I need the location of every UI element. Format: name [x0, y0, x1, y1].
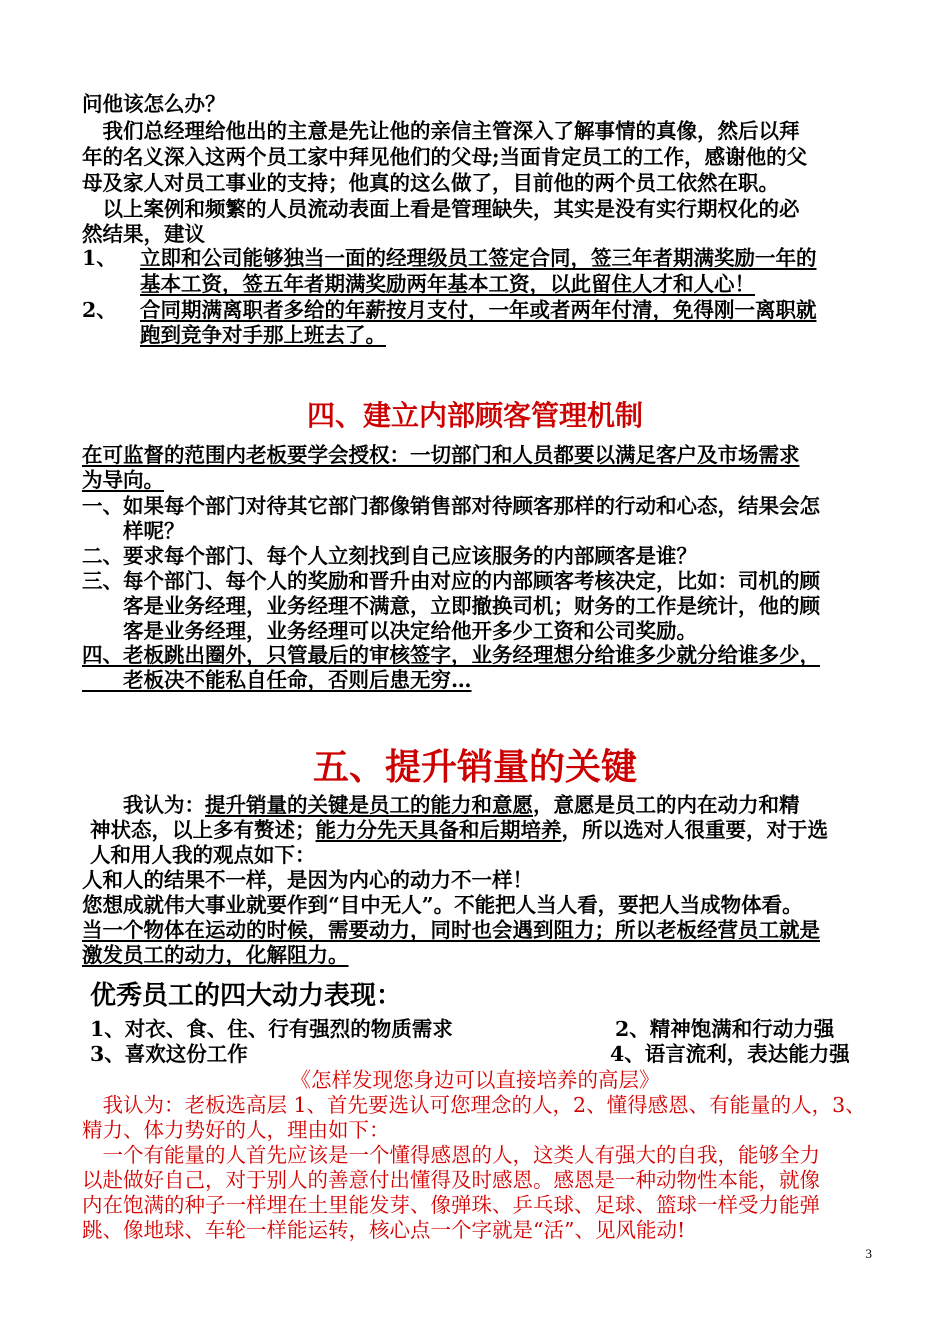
red-line: 以赴做好自己，对于别人的善意付出懂得及时感恩。感恩是一种动物性本能，就像	[82, 1168, 820, 1192]
text-line: 客是业务经理，业务经理可以决定给他开多少工资和公司奖励。	[82, 619, 697, 643]
list-item-line: 跑到竞争对手那上班去了。	[140, 323, 386, 347]
text-line: 样呢？	[82, 519, 185, 543]
text-line: 激发员工的动力，化解阻力。	[82, 943, 349, 967]
text-line: 神状态，以上多有赘述；能力分先天具备和后期培养，所以选对人很重要，对于选	[90, 818, 828, 842]
text-line: 然结果，建议	[82, 222, 205, 246]
list-number: 1、	[82, 246, 117, 270]
text-line: 人和用人我的观点如下：	[90, 843, 316, 867]
force-item: 1、对衣、食、住、行有强烈的物质需求	[90, 1017, 453, 1041]
list-item-line: 立即和公司能够独当一面的经理级员工签定合同，签三年者期满奖励一年的	[140, 246, 817, 270]
text-line: 当一个物体在运动的时候，需要动力，同时也会遇到阻力；所以老板经营员工就是	[82, 918, 820, 942]
text-line: 四、老板跳出圈外，只管最后的审核签字，业务经理想分给谁多少就分给谁多少，	[82, 643, 820, 667]
red-line: 内在饱满的种子一样埋在土里能发芽、像弹珠、乒乓球、足球、篮球一样受力能弹	[82, 1193, 820, 1217]
list-item-line: 合同期满离职者多给的年薪按月支付，一年或者两年付清，免得刚一离职就	[140, 298, 817, 322]
red-line: 我认为：老板选高层 1、首先要选认可您理念的人，2、懂得感恩、有能量的人，3、	[82, 1093, 866, 1117]
red-title: 《怎样发现您身边可以直接培养的高层》	[290, 1068, 660, 1092]
text-line: 年的名义深入这两个员工家中拜见他们的父母;当面肯定员工的工作，感谢他的父	[82, 145, 808, 169]
list-item-line: 基本工资，签五年者期满奖励两年基本工资，以此留住人才和人心！	[140, 272, 755, 296]
text-line: 二、要求每个部门、每个人立刻找到自己应该服务的内部顾客是谁？	[82, 544, 697, 568]
text-line: 问他该怎么办？	[82, 92, 226, 116]
intro-line: 在可监督的范围内老板要学会授权：一切部门和人员都要以满足客户及市场需求	[82, 443, 800, 467]
force-item: 3、喜欢这份工作	[90, 1042, 248, 1066]
text-line: 一、如果每个部门对待其它部门都像销售部对待顾客那样的行动和心态，结果会怎	[82, 494, 820, 518]
text-line: 您想成就伟大事业就要作到“目中无人”。不能把人当人看，要把人当成物体看。	[82, 893, 803, 917]
intro-line: 为导向。	[82, 468, 164, 492]
text-line: 母及家人对员工事业的支持；他真的这么做了，目前他的两个员工依然在职。	[82, 171, 779, 195]
section-heading: 四、建立内部顾客管理机制	[306, 399, 643, 432]
text-line: 以上案例和频繁的人员流动表面上看是管理缺失，其实是没有实行期权化的必	[82, 197, 800, 221]
red-line: 精力、体力势好的人，理由如下：	[82, 1118, 390, 1142]
text-line: 老板决不能私自任命，否则后患无穷…	[82, 668, 472, 692]
text-line: 我们总经理给他出的主意是先让他的亲信主管深入了解事情的真像，然后以拜	[82, 119, 800, 143]
text-line: 客是业务经理，业务经理不满意，立即撤换司机；财务的工作是统计，他的顾	[82, 594, 820, 618]
text-line: 三、每个部门、每个人的奖励和晋升由对应的内部顾客考核决定，比如：司机的顾	[82, 569, 820, 593]
page-number: 3	[865, 1246, 872, 1261]
force-item: 4、语言流利，表达能力强	[610, 1042, 850, 1066]
force-item: 2、精神饱满和行动力强	[615, 1017, 835, 1041]
text-line: 人和人的结果不一样，是因为内心的动力不一样！	[82, 868, 533, 892]
text-line: 我认为：提升销量的关键是员工的能力和意愿，意愿是员工的内在动力和精	[82, 793, 800, 817]
red-line: 一个有能量的人首先应该是一个懂得感恩的人，这类人有强大的自我，能够全力	[82, 1143, 820, 1167]
red-line: 跳、像地球、车轮一样能运转，核心点一个字就是“活”、见风能动!	[82, 1218, 686, 1242]
subheading: 优秀员工的四大动力表现：	[90, 981, 403, 1011]
list-number: 2、	[82, 298, 117, 322]
section-heading: 五、提升销量的关键	[312, 746, 637, 788]
